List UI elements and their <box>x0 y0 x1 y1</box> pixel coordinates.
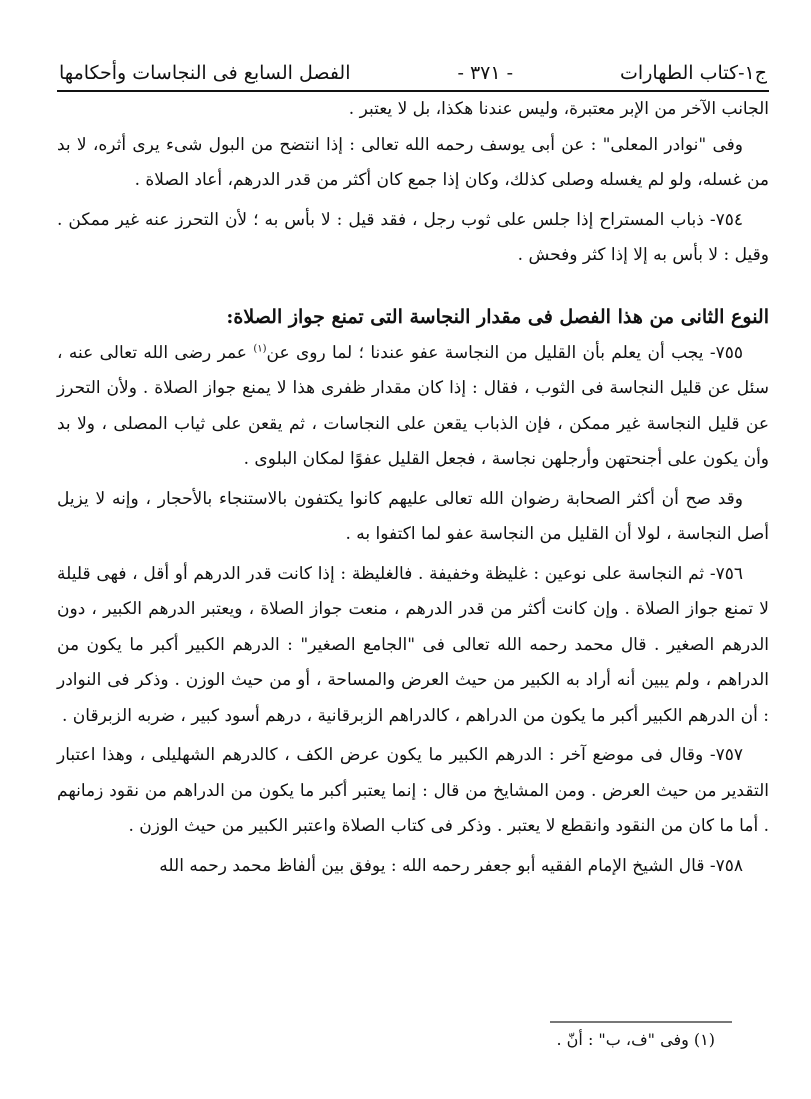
book-page <box>57 56 769 884</box>
footnote-ref[interactable]: (١) <box>253 342 267 354</box>
paragraph-758: ٧٥٨- قال الشيخ الإمام الفقيه أبو جعفر رحمه الله : يوفق بين ألفاظ محمد رحمه الله <box>159 855 743 876</box>
paragraph: الجانب الآخر من الإبر معتبرة، وليس عندنا هكذا، بل لا يعتبر . <box>348 99 769 119</box>
paragraph-756: ٧٥٦- ثم النجاسة على نوعين : غليظة وخفيفة . فالغليظة : إذا كانت قدر الدرهم أو أقل ، فهى قليلة لا تمنع جواز الصلاة . وإن كانت أكثر من قدر الدرهم ، منعت جواز الصلاة ، ويعتبر الدرهم الكبير ، دون الدرهم الصغير . قال محمد رحمه الله تعالى فى "الجامع الصغير" : الدرهم الكبير أكبر ما يكون من الدراهم ، ولم يبين أنه أراد به الكبير من حيث العرض والمساحة ، أو من حيث الوزن . وذكر فى النوادر : أن الدرهم الكبير أكبر ما يكون من الدراهم ، كالدراهم الزبرقانية ، درهم أسود كبير ، ضربه الزبرقان . <box>57 563 769 726</box>
paragraph: وقد صح أن أكثر الصحابة رضوان الله تعالى عليهم كانوا يكتفون بالاستنجاء بالأحجار ، وإنه لا يزيل أصل النجاسة ، لولا أن القليل من النجاسة عفو لما اكتفوا به . <box>57 488 769 544</box>
running-header <box>57 56 769 92</box>
footnote-divider <box>550 1021 732 1023</box>
section-heading: النوع الثانى من هذا الفصل فى مقدار النجاسة التى تمنع جواز الصلاة: <box>226 305 769 328</box>
page-number: - ٣٧١ - <box>457 62 514 84</box>
page-body <box>57 92 769 884</box>
paragraph-757: ٧٥٧- وقال فى موضع آخر : الدرهم الكبير ما يكون عرض الكف ، كالدرهم الشهليلى ، وهذا اعتبار التقدير من حيث العرض . ومن المشايخ من قال : إنما يعتبر أكبر ما يكون من الدراهم من نقود زمانهم . أما ما كان من النقود وانقطع لا يعتبر . وذكر فى كتاب الصلاة واعتبر الكبير من حيث الوزن . <box>57 745 769 836</box>
paragraph-text: عمر رضى الله تعالى عنه ، سئل عن قليل النجاسة فى الثوب ، فقال : إذا كان مقدار ظفرى هذا لا يمنع جواز الصلاة . ولأن التحرز عن قليل النجاسة غير ممكن ، فإن الذباب يقعن على النجاسات ، ثم يقعن على ثياب المصلى ، ولا بد وأن يكون على أجنحتهن وأرجلهن نجاسة ، فجعل القليل عفوًا لمكان البلوى . <box>57 342 769 469</box>
paragraph-text: ٧٥٥- يجب أن يعلم بأن القليل من النجاسة عفو عندنا ؛ لما روى عن <box>266 342 743 363</box>
header-section-title: الفصل السابع فى النجاسات وأحكامها <box>59 62 351 84</box>
paragraph-755 <box>57 336 769 478</box>
footnote: (١) وفى "ف، ب" : أنّ . <box>556 1030 715 1049</box>
paragraph: وفى "نوادر المعلى" : عن أبى يوسف رحمه الله تعالى : إذا انتضح من البول شىء يرى أثره، لا بد من غسله، ولو لم يغسله وصلى كذلك، وكان إذا جمع كان أكثر من قدر الدرهم، أعاد الصلاة . <box>57 134 769 190</box>
paragraph-754: ٧٥٤- ذباب المستراح إذا جلس على ثوب رجل ، فقد قيل : لا بأس به ؛ لأن التحرز عنه غير ممكن . وقيل : لا بأس به إلا إذا كثر وفحش . <box>57 209 769 265</box>
header-volume-chapter: ج١-كتاب الطهارات <box>620 62 767 84</box>
